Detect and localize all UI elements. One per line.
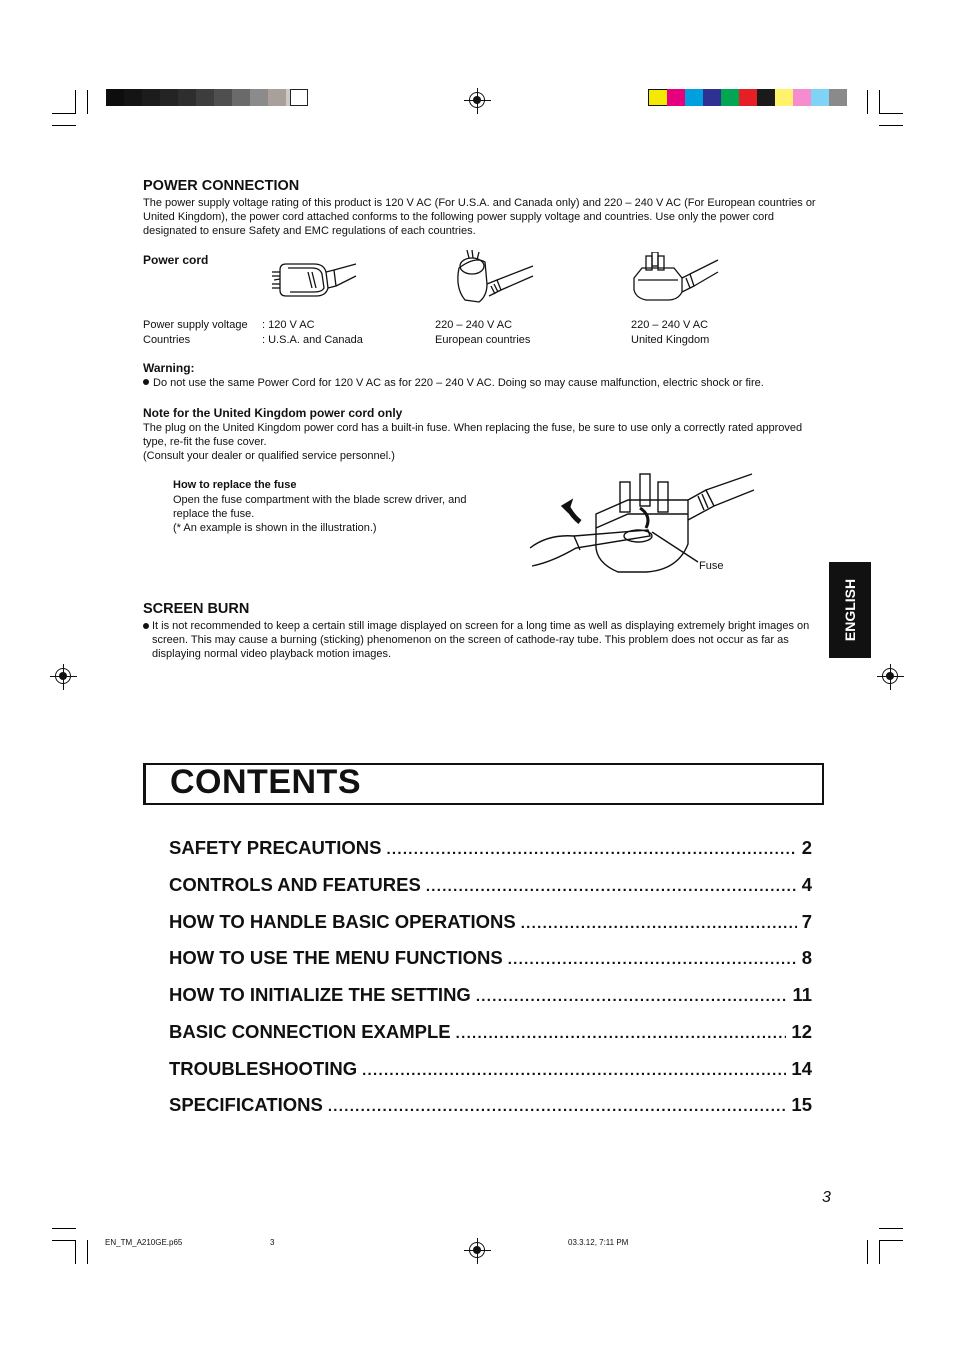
gray-swatch <box>106 89 124 106</box>
us-voltage: : 120 V AC <box>262 319 315 331</box>
toc-entry-page: 14 <box>791 1058 812 1079</box>
gray-swatch <box>178 89 196 106</box>
toc-entry-page: 7 <box>801 911 812 932</box>
gray-swatch <box>232 89 250 106</box>
toc-entry-page: 4 <box>801 874 812 895</box>
color-swatch <box>757 89 775 106</box>
color-swatch <box>703 89 721 106</box>
toc-leader <box>508 951 797 968</box>
toc-entry[interactable] <box>169 1094 812 1118</box>
toc-entry[interactable] <box>169 911 812 935</box>
toc-entry-page: 8 <box>801 947 812 968</box>
gray-swatch <box>124 89 142 106</box>
supply-voltage-label: Power supply voltage <box>143 319 248 331</box>
footer-timestamp: 03.3.12, 7:11 PM <box>568 1238 629 1247</box>
toc-leader <box>456 1025 787 1042</box>
gray-swatch <box>160 89 178 106</box>
gray-swatch <box>214 89 232 106</box>
color-swatch <box>667 89 685 106</box>
toc-entry-page: 11 <box>792 984 812 1005</box>
fuse-note: (* An example is shown in the illustration.) <box>173 522 377 534</box>
toc-entry-page: 12 <box>791 1021 812 1042</box>
color-swatch <box>775 89 793 106</box>
warning-item <box>143 376 833 390</box>
toc-entry[interactable] <box>169 1021 812 1045</box>
warning-text: Do not use the same Power Cord for 120 V AC as for 220 – 240 V AC. Doing so may cause malfunction, electric shock or fire. <box>153 377 764 389</box>
toc-entry[interactable] <box>169 1058 812 1082</box>
toc-entry[interactable] <box>169 874 812 898</box>
gray-swatch <box>268 89 286 106</box>
toc-entry-label: SAFETY PRECAUTIONS <box>169 837 382 858</box>
uk-note-heading: Note for the United Kingdom power cord only <box>143 406 403 420</box>
toc-entry-label: HOW TO INITIALIZE THE SETTING <box>169 984 471 1005</box>
toc-entry-label: TROUBLESHOOTING <box>169 1058 358 1079</box>
toc-entry-label: SPECIFICATIONS <box>169 1094 323 1115</box>
toc-entry[interactable] <box>169 837 812 861</box>
color-swatch <box>685 89 703 106</box>
gray-swatch <box>142 89 160 106</box>
toc-entry[interactable] <box>169 947 812 971</box>
toc-entry-page: 2 <box>801 837 812 858</box>
eu-country: European countries <box>435 334 531 346</box>
page-number: 3 <box>822 1189 831 1206</box>
eu-voltage: 220 – 240 V AC <box>435 319 513 331</box>
bullet-icon <box>143 379 149 385</box>
color-swatch <box>793 89 811 106</box>
uk-country: United Kingdom <box>631 334 710 346</box>
fuse-instructions: Open the fuse compartment with the blade screw driver, and replace the fuse. <box>173 494 467 521</box>
footer-page: 3 <box>270 1238 275 1247</box>
power-cord-label: Power cord <box>143 253 209 267</box>
gray-swatch <box>196 89 214 106</box>
us-country: : U.S.A. and Canada <box>262 334 363 346</box>
toc-entry[interactable] <box>169 984 812 1008</box>
screen-burn-item <box>143 619 823 662</box>
fuse-replacement-illustration <box>528 470 758 578</box>
fuse-heading: How to replace the fuse <box>173 479 297 491</box>
uk-voltage: 220 – 240 V AC <box>631 319 709 331</box>
european-plug-icon <box>445 248 535 306</box>
toc-entry-page: 15 <box>791 1094 812 1115</box>
color-swatch <box>739 89 757 106</box>
warning-heading: Warning: <box>143 361 195 375</box>
bullet-icon <box>143 623 149 629</box>
power-connection-heading: POWER CONNECTION <box>143 178 300 194</box>
power-connection-paragraph: The power supply voltage rating of this product is 120 V AC (For U.S.A. and Canada only) and 220 – 240 V AC (For European countries or United Kingdom), the power cord attached conforms to the following power supply voltage and countries. Use only the power cord designated to ensure Safety and EMC regulations of each countries. <box>143 197 816 238</box>
language-tab <box>829 562 871 658</box>
contents-title-box <box>143 763 824 805</box>
footer-filename: EN_TM_A210GE.p65 <box>105 1238 183 1247</box>
screen-burn-text: It is not recommended to keep a certain still image displayed on screen for a long time as well as displaying extremely bright images on screen. This may cause a burning (sticking) phenomenon on the screen of cathode-ray tube. This problem does not occur as far as displaying normal video playback motion images. <box>152 620 810 661</box>
color-swatch <box>648 89 668 106</box>
fuse-callout: Fuse <box>699 560 724 572</box>
toc-leader <box>386 841 796 858</box>
color-swatch <box>829 89 847 106</box>
gray-swatch <box>290 89 308 106</box>
uk-plug-icon <box>628 252 720 304</box>
toc-leader <box>362 1062 786 1079</box>
countries-label: Countries <box>143 334 191 346</box>
language-tab-label: ENGLISH <box>842 578 858 642</box>
screen-burn-heading: SCREEN BURN <box>143 601 250 617</box>
toc-entry-label: HOW TO HANDLE BASIC OPERATIONS <box>169 911 516 932</box>
toc-entry-label: BASIC CONNECTION EXAMPLE <box>169 1021 451 1042</box>
color-swatch <box>721 89 739 106</box>
us-plug-icon <box>268 258 358 300</box>
toc-entry-label: CONTROLS AND FEATURES <box>169 874 421 895</box>
contents-title: CONTENTS <box>170 763 361 801</box>
toc-leader <box>328 1098 787 1115</box>
color-swatch <box>811 89 829 106</box>
toc-leader <box>521 915 797 932</box>
toc-entry-label: HOW TO USE THE MENU FUNCTIONS <box>169 947 503 968</box>
toc-leader <box>426 878 797 895</box>
toc-leader <box>476 988 788 1005</box>
uk-note-consult: (Consult your dealer or qualified service personnel.) <box>143 450 395 462</box>
gray-swatch <box>250 89 268 106</box>
uk-note-text: The plug on the United Kingdom power cord has a built-in fuse. When replacing the fuse, be sure to use only a correctly rated approved type, re-fit the fuse cover. <box>143 422 803 449</box>
